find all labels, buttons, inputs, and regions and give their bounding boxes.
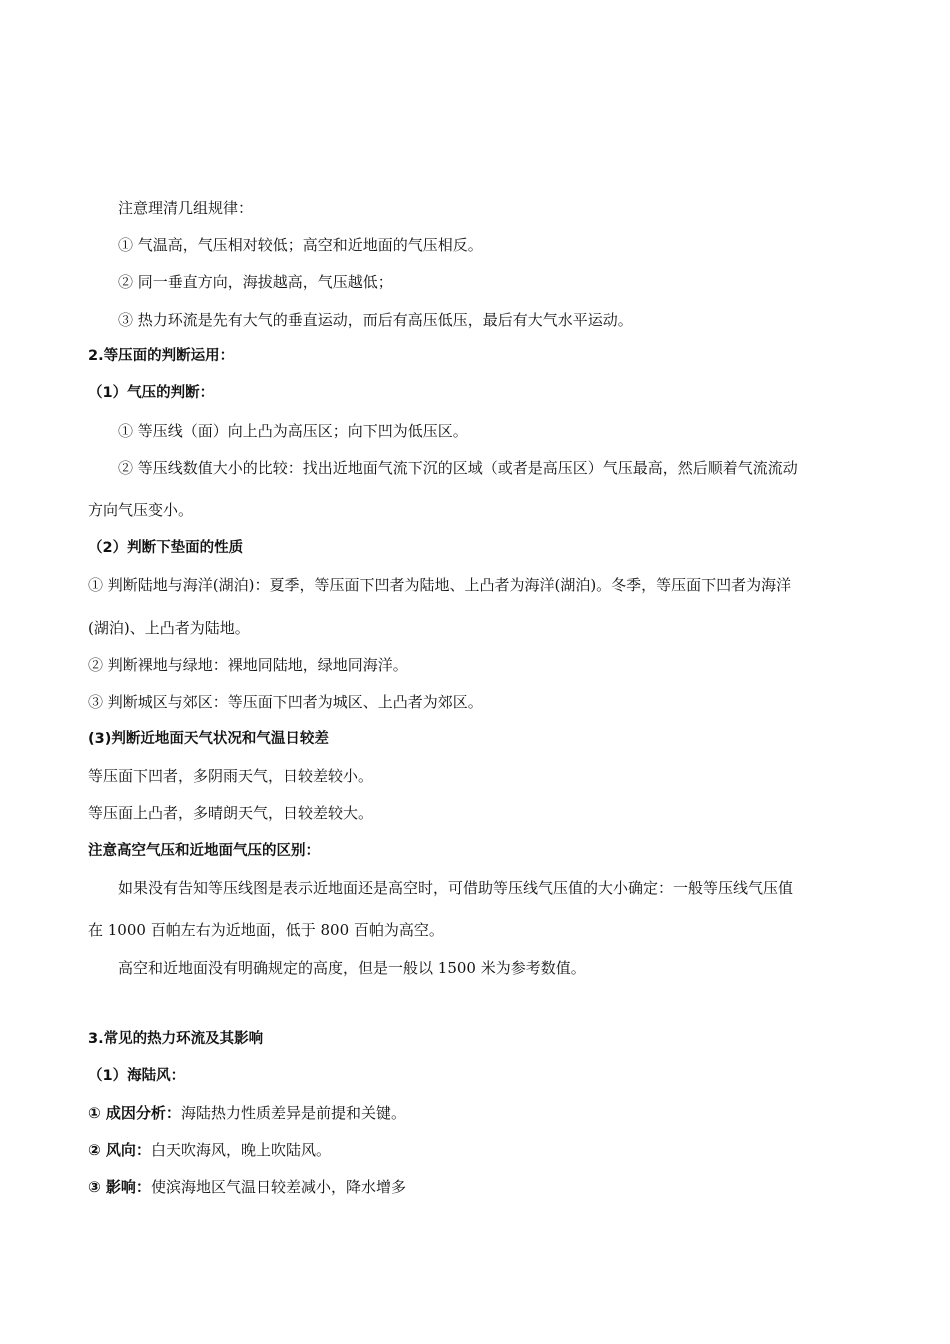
isobar-item-2-line2: 方向气压变小。 bbox=[88, 501, 194, 519]
section-heading-3: 3.常见的热力环流及其影响 bbox=[88, 1031, 264, 1047]
sea-breeze-item-1-text: 海陆热力性质差异是前提和关键。 bbox=[180, 1104, 406, 1122]
sea-breeze-item-3-label: ③ 影响： bbox=[88, 1178, 151, 1196]
note-paragraph-2: 高空和近地面没有明确规定的高度，但是一般以 1500 米为参考数值。 bbox=[118, 959, 586, 977]
surface-item-3: ③ 判断城区与郊区：等压面下凹者为城区、上凸者为郊区。 bbox=[88, 693, 483, 711]
sea-breeze-item-2 bbox=[88, 1140, 878, 1160]
isobar-item-1: ① 等压线（面）向上凸为高压区；向下凹为低压区。 bbox=[118, 422, 468, 440]
section-heading-2: 2.等压面的判断运用： bbox=[88, 348, 235, 364]
rule-item-3: ③ 热力环流是先有大气的垂直运动，而后有高压低压，最后有大气水平运动。 bbox=[118, 311, 633, 329]
rule-item-1: ① 气温高，气压相对较低；高空和近地面的气压相反。 bbox=[118, 236, 483, 254]
sea-breeze-item-3 bbox=[88, 1177, 878, 1197]
weather-line-2: 等压面上凸者，多晴朗天气，日较差较大。 bbox=[88, 804, 374, 822]
surface-item-2: ② 判断裸地与绿地：裸地同陆地，绿地同海洋。 bbox=[88, 656, 408, 674]
sea-breeze-item-3-text: 使滨海地区气温日较差减小，降水增多 bbox=[150, 1178, 406, 1196]
subheading-2-1: （1）气压的判断： bbox=[88, 385, 215, 401]
subheading-2-2: （2）判断下垫面的性质 bbox=[88, 540, 244, 556]
subheading-2-3: (3)判断近地面天气状况和气温日较差 bbox=[88, 731, 329, 747]
surface-item-1-line1: ① 判断陆地与海洋(湖泊)：夏季，等压面下凹者为陆地、上凸者为海洋(湖泊)。冬季，等压面下凹者为海洋 bbox=[88, 576, 792, 594]
rule-item-2: ② 同一垂直方向，海拔越高，气压越低； bbox=[118, 273, 393, 291]
sea-breeze-item-2-text: 白天吹海风，晚上吹陆风。 bbox=[150, 1141, 331, 1159]
subheading-3-1: （1）海陆风： bbox=[88, 1068, 186, 1084]
surface-item-1-line2: (湖泊)、上凸者为陆地。 bbox=[88, 619, 250, 637]
note-paragraph-1-line1: 如果没有告知等压线图是表示近地面还是高空时，可借助等压线气压值的大小确定：一般等压线气压值 bbox=[118, 879, 794, 897]
rules-intro: 注意理清几组规律： bbox=[118, 199, 254, 217]
note-heading: 注意高空气压和近地面气压的区别： bbox=[88, 843, 320, 859]
sea-breeze-item-1-label: ① 成因分析： bbox=[88, 1104, 181, 1122]
isobar-item-2-line1: ② 等压线数值大小的比较：找出近地面气流下沉的区域（或者是高压区）气压最高，然后顺着气流流动 bbox=[118, 459, 798, 477]
weather-line-1: 等压面下凹者，多阴雨天气，日较差较小。 bbox=[88, 767, 374, 785]
sea-breeze-item-2-label: ② 风向： bbox=[88, 1141, 151, 1159]
note-paragraph-1-line2: 在 1000 百帕左右为近地面，低于 800 百帕为高空。 bbox=[88, 921, 444, 939]
sea-breeze-item-1 bbox=[88, 1103, 878, 1123]
